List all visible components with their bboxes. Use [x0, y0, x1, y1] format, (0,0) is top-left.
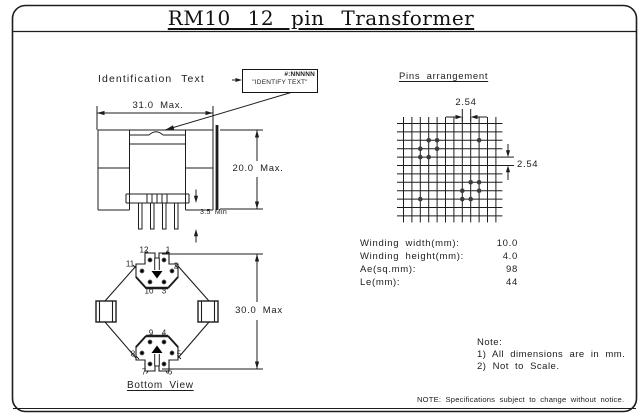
spec-row — [360, 263, 518, 276]
pins-pitch-horizontal-label: 2.54 — [455, 97, 477, 108]
notes-block — [477, 337, 625, 373]
pin-dot — [477, 138, 482, 143]
pin-number-label: 5 — [176, 349, 182, 359]
pin-dot — [460, 188, 465, 193]
pin-number-label: 2 — [173, 261, 179, 271]
pin-dot — [468, 180, 473, 185]
pin-number-label: 1 — [165, 245, 171, 255]
notes-items — [477, 349, 625, 373]
pin-dot — [418, 155, 423, 160]
identification-box-line1: #:NNNNN — [284, 71, 315, 78]
bottom-view-height-dim-label: 30.0 Max — [235, 305, 283, 316]
pin-number-label: 3 — [161, 286, 167, 296]
note-item: 2) Not to Scale. — [477, 361, 560, 372]
pin-dot — [426, 155, 431, 160]
spec-value: 4.0 — [502, 251, 518, 262]
note-item: 1) All dimensions are in mm. — [477, 349, 626, 360]
pin-number-label: 10 — [144, 286, 154, 296]
pin-number-label: 9 — [148, 328, 154, 338]
pin-dot — [477, 180, 482, 185]
spec-value: 10.0 — [496, 238, 518, 249]
mounting-clip-left — [96, 301, 116, 322]
pin-number-label: 12 — [139, 245, 149, 255]
pin-dot — [418, 197, 423, 202]
pins-grid — [397, 117, 502, 222]
identification-box — [242, 69, 318, 93]
page-title: RM10 12 pin Transformer — [167, 6, 475, 30]
front-pin-dim-label: 3.5 Min — [200, 209, 228, 216]
spec-row — [360, 250, 518, 263]
spec-label: Ae(sq.mm): — [360, 264, 417, 275]
pin-cluster-top — [133, 251, 178, 291]
spec-row — [360, 276, 518, 289]
pin-dot — [435, 146, 440, 151]
spec-value: 98 — [506, 264, 518, 275]
pin-dot — [418, 146, 423, 151]
pin-number-label: 11 — [125, 259, 135, 269]
front-width-dim-label: 31.0 Max. — [132, 100, 184, 111]
pin-dot — [460, 197, 465, 202]
notes-heading: Note: — [477, 337, 503, 348]
pin-number-label: 7 — [141, 367, 147, 377]
pin-dot — [435, 138, 440, 143]
pin-number-label: 6 — [167, 367, 173, 377]
pin-dot — [477, 188, 482, 193]
pin-dot — [426, 138, 431, 143]
identification-box-line2: "IDENTIFY TEXT" — [252, 78, 308, 86]
pin-number-label: 4 — [161, 328, 167, 338]
winding-specs-list — [360, 237, 518, 289]
pin-number-label: 8 — [130, 349, 136, 359]
spec-label: Winding height(mm): — [360, 251, 464, 262]
mounting-clip-right — [198, 301, 218, 322]
spec-label: Le(mm): — [360, 277, 401, 288]
identification-label: Identification Text — [98, 73, 205, 85]
spec-label: Winding width(mm): — [360, 238, 460, 249]
pins-arrangement-heading: Pins arrangement — [399, 71, 489, 82]
pins-pitch-vertical-label: 2.54 — [517, 159, 539, 170]
bottom-view-caption: Bottom View — [127, 380, 194, 391]
front-height-dim-label: 20.0 Max. — [232, 163, 284, 174]
footer-note: NOTE: Specifications subject to change without notice. — [417, 395, 625, 404]
pins-dimensions — [446, 109, 514, 180]
pin-cluster-bottom — [136, 334, 181, 374]
front-view-drawing — [97, 106, 263, 243]
pin-dot — [468, 197, 473, 202]
spec-value: 44 — [506, 277, 518, 288]
spec-row — [360, 237, 518, 250]
